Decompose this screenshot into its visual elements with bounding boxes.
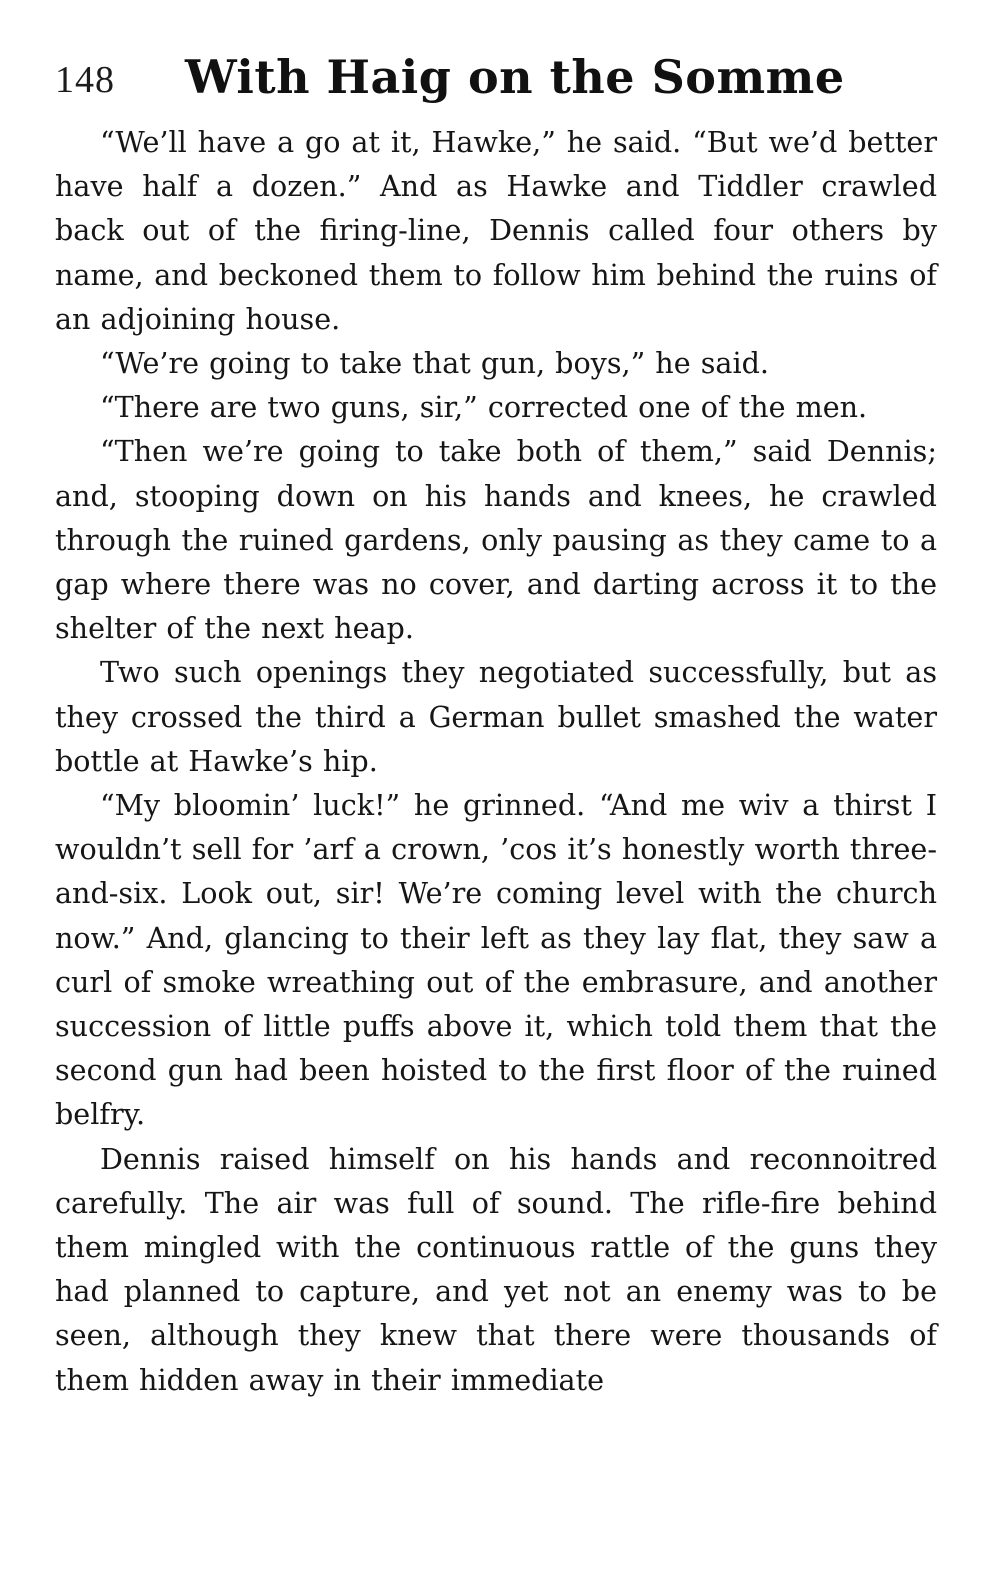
book-page [55, 50, 937, 1402]
paragraph: Two such openings they negotiated successfully, but as they crossed the third a German bullet smashed the water bottle at Hawke’s hip. [55, 655, 937, 778]
body-text [55, 120, 937, 1402]
paragraph: “We’ll have a go at it, Hawke,” he said. “But we’d better have half a dozen.” And as Hawke and Tiddler crawled back out of the firing-line, Dennis called four others by name, and beckoned them to follow him behind the ruins of an adjoining house. [55, 125, 937, 336]
paragraph: “There are two guns, sir,” corrected one of the men. [100, 390, 868, 425]
page-number: 148 [55, 59, 115, 101]
paragraph: Dennis raised himself on his hands and reconnoitred carefully. The air was full of sound. The rifle-fire behind them mingled with the continuous rattle of the guns they had planned to capture, and yet not an enemy was to be seen, although they knew that there were thousands of them hidden away in their immediate [55, 1141, 937, 1397]
running-title: With Haig on the Somme [185, 50, 845, 104]
paragraph: “Then we’re going to take both of them,” said Dennis; and, stooping down on his hands and knees, he crawled through the ruined gardens, only pausing as they came to a gap where there was no cover, and darting across it to the shelter of the next heap. [55, 434, 937, 646]
page-header [55, 50, 937, 120]
paragraph: “We’re going to take that gun, boys,” he said. [100, 346, 769, 381]
paragraph: “My bloomin’ luck!” he grinned. “And me wiv a thirst I wouldn’t sell for ’arf a crown, ’cos it’s honestly worth three-and-six. Look out, sir! We’re coming level with the church now.” And, glancing to their left as they lay flat, they saw a curl of smoke wreathing out of the embrasure, and another succession of little puffs above it, which told them that the second gun had been hoisted to the first floor of the ruined belfry. [55, 788, 937, 1132]
